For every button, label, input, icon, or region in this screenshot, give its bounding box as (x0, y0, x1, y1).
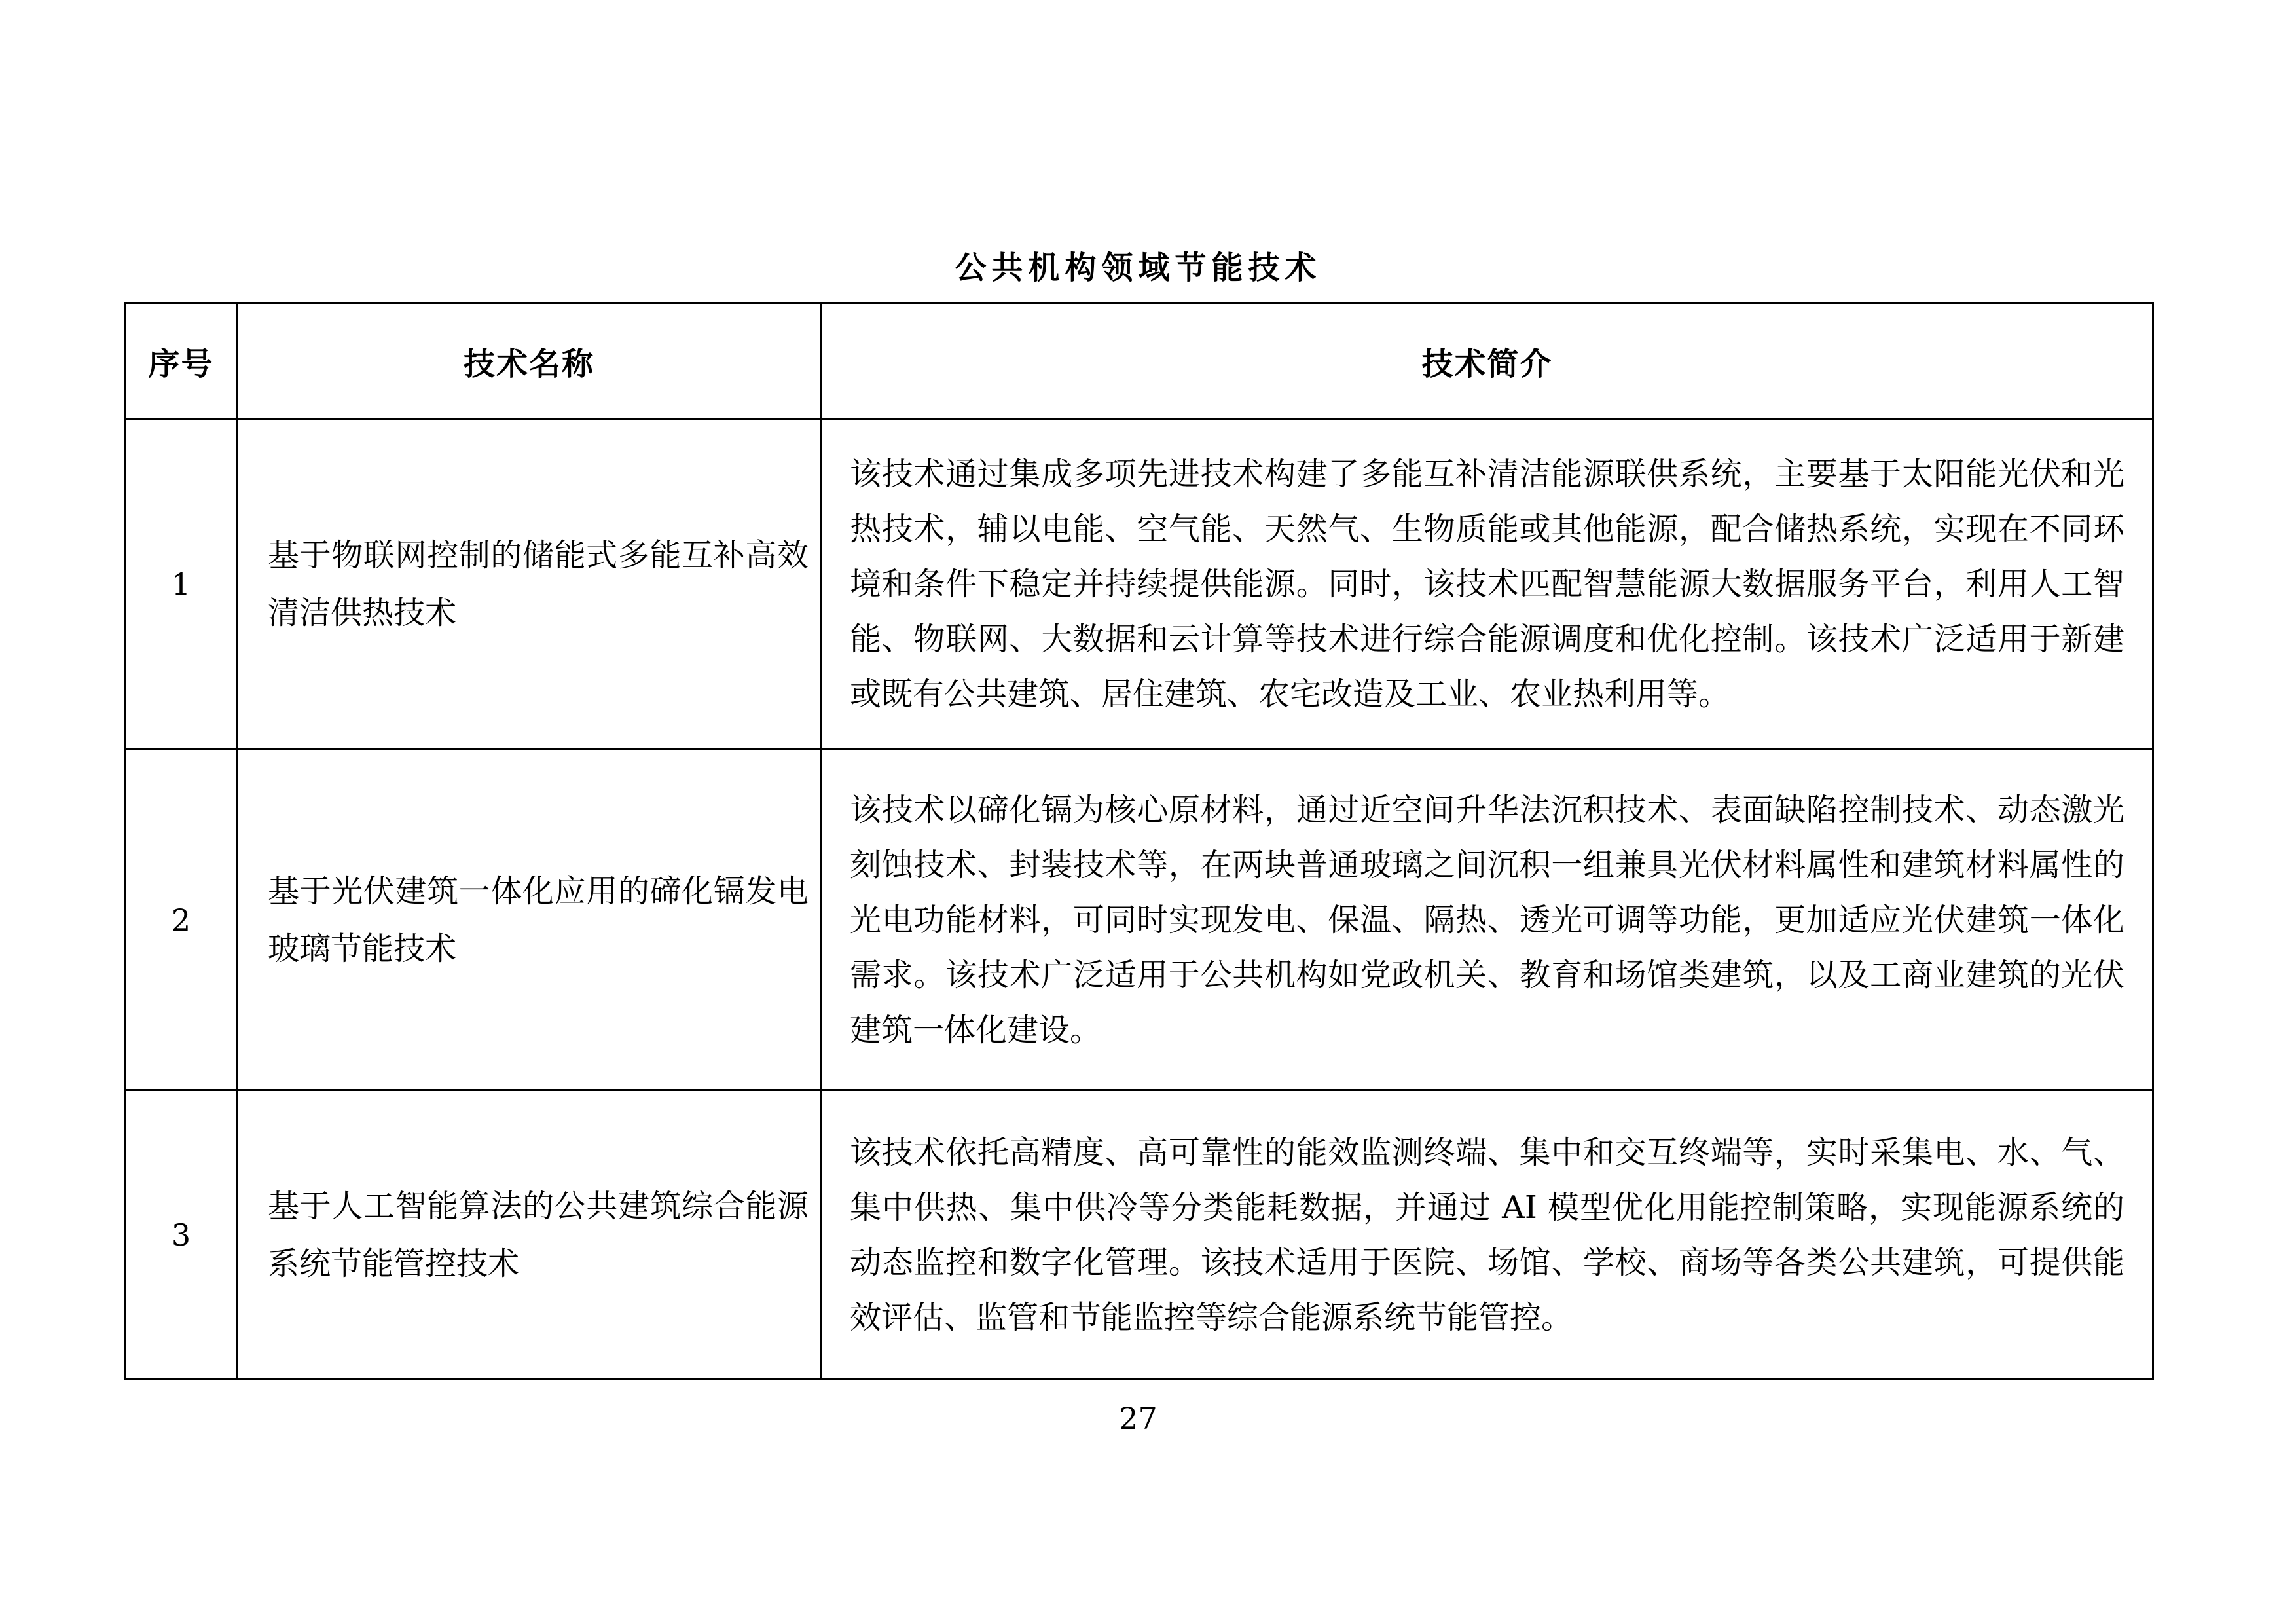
row-1-tech-name: 基于物联网控制的储能式多能互补高效清洁供热技术 (237, 419, 822, 750)
row-1-index: 1 (126, 419, 237, 750)
table-row (126, 750, 2153, 1090)
row-3-index: 3 (126, 1090, 237, 1380)
row-2-index: 2 (126, 750, 237, 1090)
table-row (126, 1090, 2153, 1380)
header-tech-name: 技术名称 (237, 303, 822, 419)
row-2-tech-intro: 该技术以碲化镉为核心原材料，通过近空间升华法沉积技术、表面缺陷控制技术、动态激光刻蚀技术、封装技术等，在两块普通玻璃之间沉积一组兼具光伏材料属性和建筑材料属性的光电功能材料，可同时实现发电、保温、隔热、透光可调等功能，更加适应光伏建筑一体化需求。该技术广泛适用于公共机构如党政机关、教育和场馆类建筑，以及工商业建筑的光伏建筑一体化建设。 (822, 750, 2153, 1090)
row-1-tech-intro: 该技术通过集成多项先进技术构建了多能互补清洁能源联供系统，主要基于太阳能光伏和光热技术，辅以电能、空气能、天然气、生物质能或其他能源，配合储热系统，实现在不同环境和条件下稳定并持续提供能源。同时，该技术匹配智慧能源大数据服务平台，利用人工智能、物联网、大数据和云计算等技术进行综合能源调度和优化控制。该技术广泛适用于新建或既有公共建筑、居住建筑、农宅改造及工业、农业热利用等。 (822, 419, 2153, 750)
document-content (124, 244, 2152, 1437)
row-3-tech-intro: 该技术依托高精度、高可靠性的能效监测终端、集中和交互终端等，实时采集电、水、气、集中供热、集中供冷等分类能耗数据，并通过 AI 模型优化用能控制策略，实现能源系统的动态监控和数字化管理。该技术适用于医院、场馆、学校、商场等各类公共建筑，可提供能效评估、监管和节能监控等综合能源系统节能管控。 (822, 1090, 2153, 1380)
row-3-tech-name: 基于人工智能算法的公共建筑综合能源系统节能管控技术 (237, 1090, 822, 1380)
table-header-row (126, 303, 2153, 419)
page-title: 公共机构领域节能技术 (955, 249, 1322, 286)
table-row (126, 419, 2153, 750)
header-index: 序号 (126, 303, 237, 419)
row-2-tech-name: 基于光伏建筑一体化应用的碲化镉发电玻璃节能技术 (237, 750, 822, 1090)
header-tech-intro: 技术简介 (822, 303, 2153, 419)
technology-table (124, 302, 2154, 1380)
page-number: 27 (1119, 1401, 1157, 1436)
